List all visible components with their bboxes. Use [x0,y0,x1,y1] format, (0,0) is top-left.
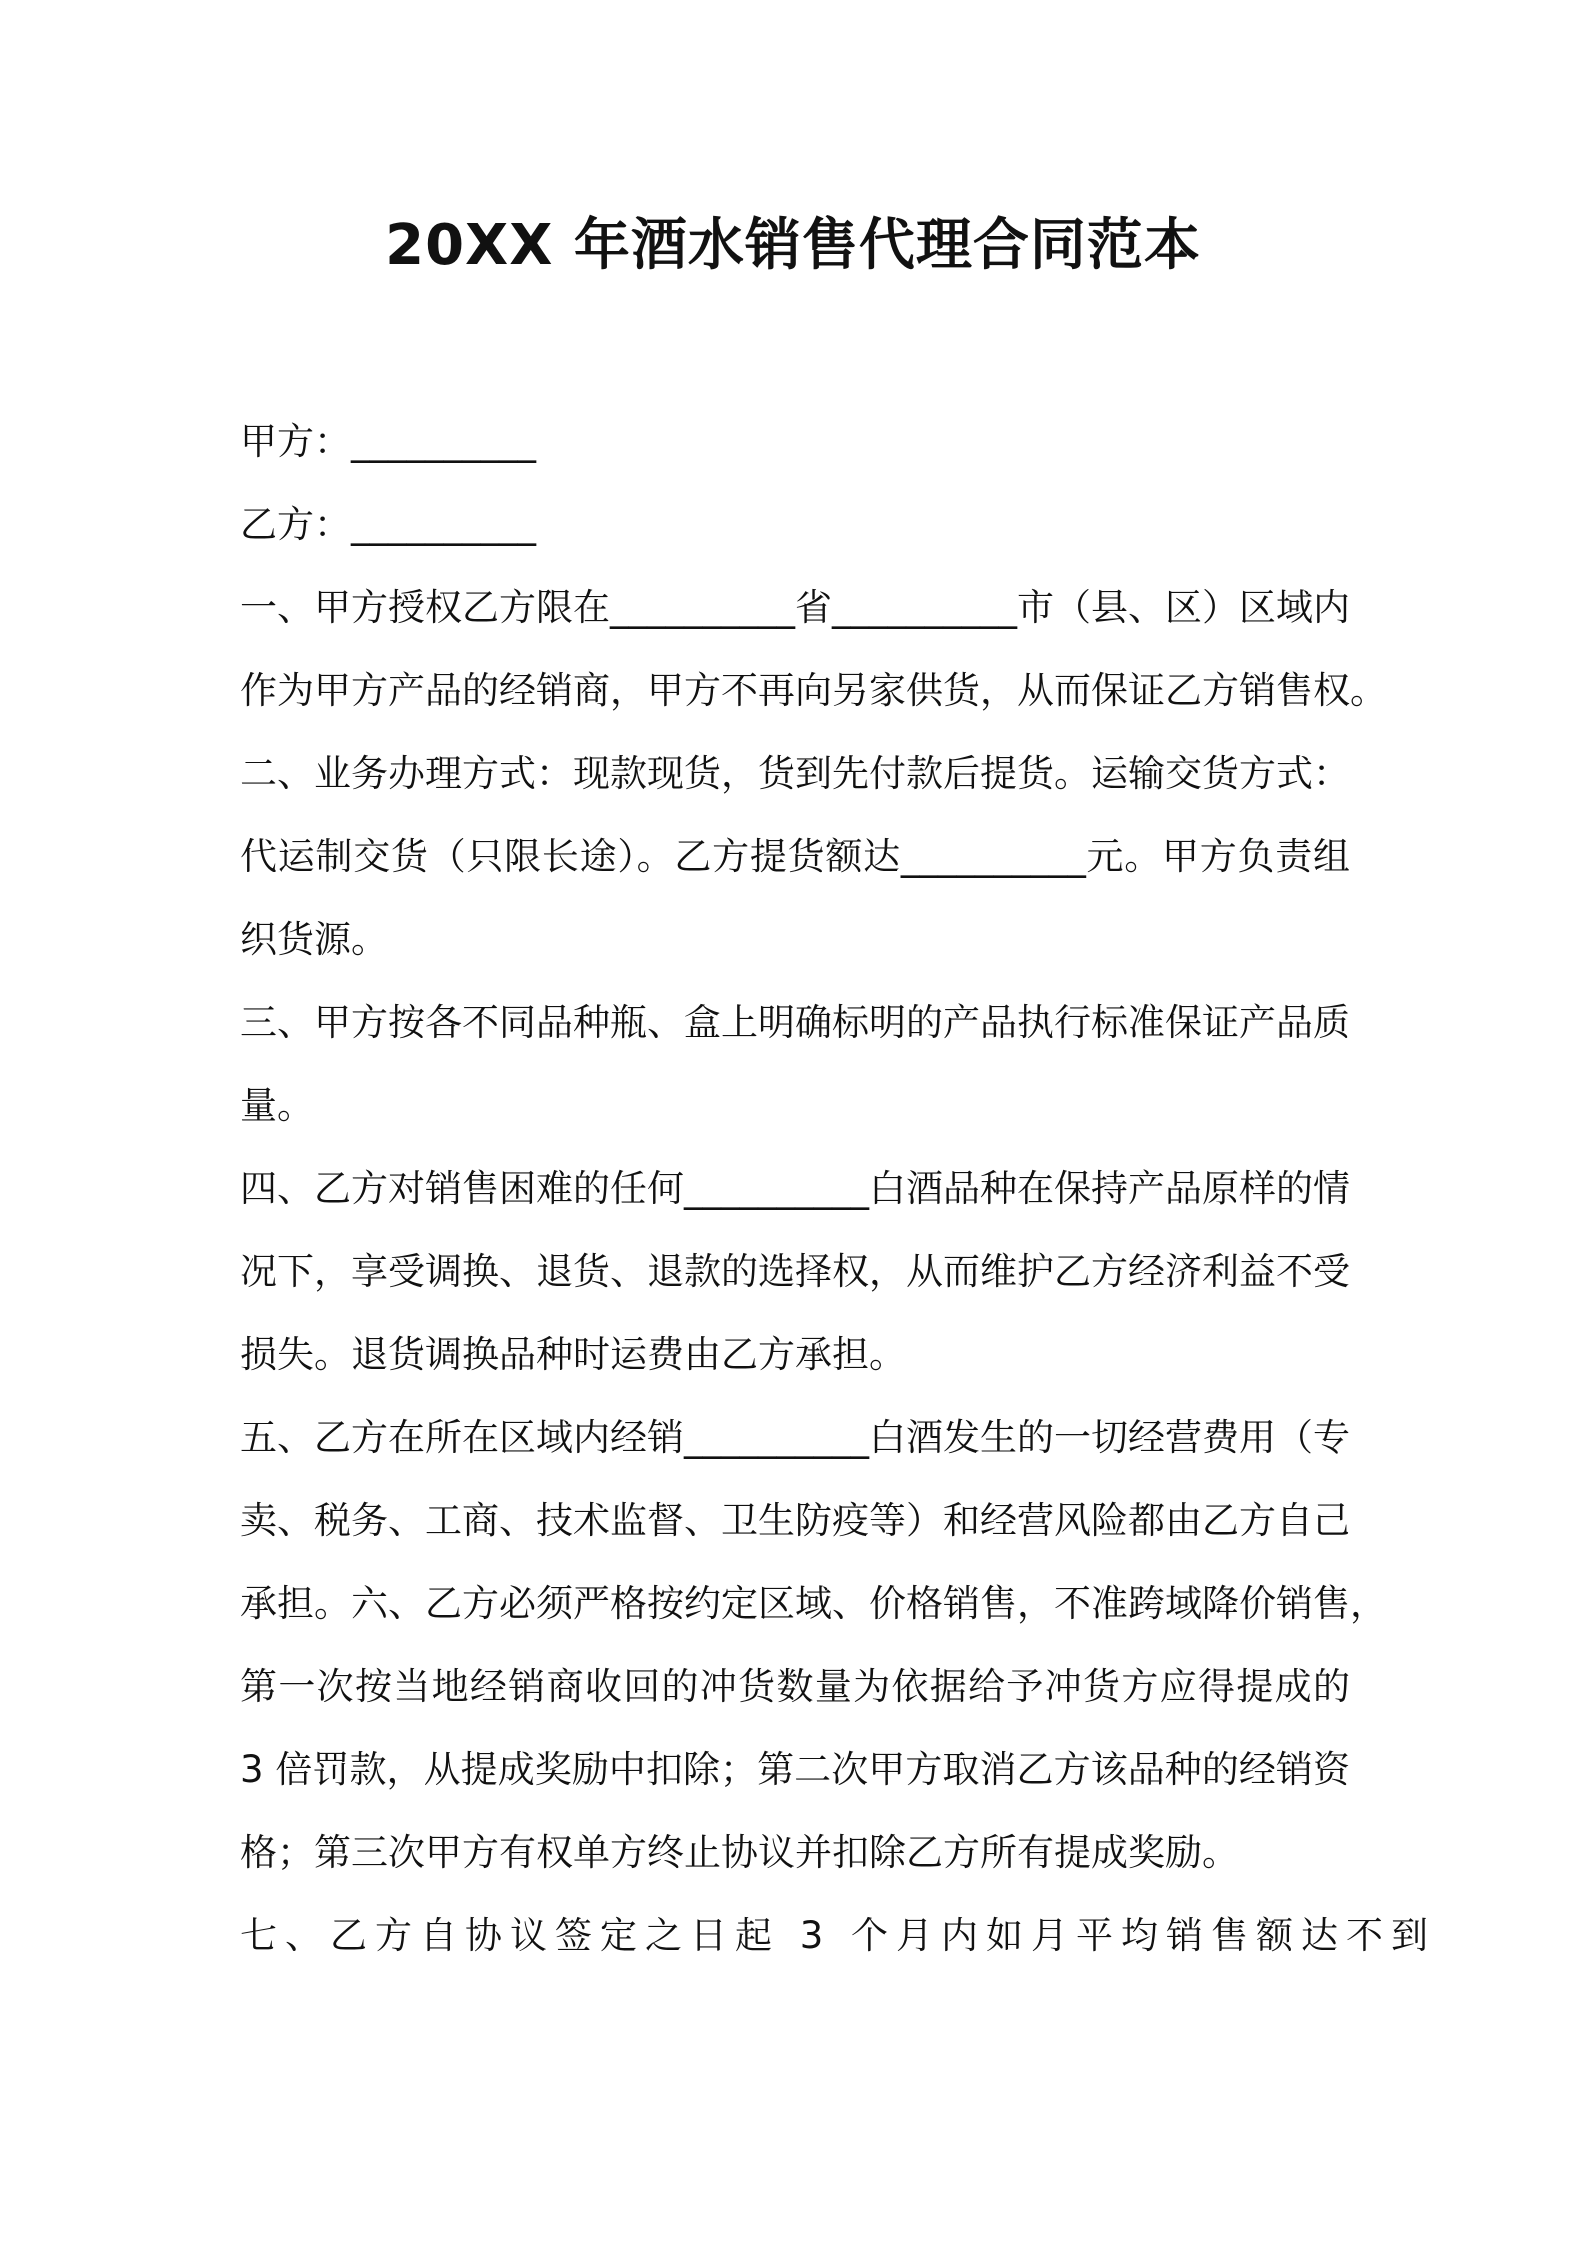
clause-3-line-2: 量。 [240,1084,314,1127]
clause-6-line-4: 格；第三次甲方有权单方终止协议并扣除乙方所有提成奖励。 [240,1831,1239,1874]
clause-6-line-3: 3 倍罚款，从提成奖励中扣除；第二次甲方取消乙方该品种的经销资 [240,1748,1350,1791]
clause-4-line-1: 四、乙方对销售困难的任何__________白酒品种在保持产品原样的情 [240,1167,1350,1210]
party-b-line: 乙方：__________ [240,503,536,546]
document-body [240,400,1437,1977]
document-title: 20XX 年酒水销售代理合同范本 [385,213,1201,278]
clause-1-line-2: 作为甲方产品的经销商，甲方不再向另家供货，从而保证乙方销售权。 [240,669,1387,712]
clause-4-line-2: 况下，享受调换、退货、退款的选择权，从而维护乙方经济利益不受 [240,1250,1350,1293]
clause-2-line-3: 织货源。 [240,918,388,961]
clause-4-line-3: 损失。退货调换品种时运费由乙方承担。 [240,1333,906,1376]
clause-6-line-2: 第一次按当地经销商收回的冲货数量为依据给予冲货方应得提成的 [240,1665,1350,1708]
clause-5-6-line-3: 承担。六、乙方必须严格按约定区域、价格销售，不准跨域降价销售， [240,1582,1387,1625]
clause-5-line-1: 五、乙方在所在区域内经销__________白酒发生的一切经营费用（专 [240,1416,1350,1459]
clause-7-line-1: 七、乙方自协议签定之日起 3 个月内如月平均销售额达不到 [240,1914,1437,1957]
clause-5-line-2: 卖、税务、工商、技术监督、卫生防疫等）和经营风险都由乙方自己 [240,1499,1350,1542]
clause-3-line-1: 三、甲方按各不同品种瓶、盒上明确标明的产品执行标准保证产品质 [240,1001,1350,1044]
clause-2-line-1: 二、业务办理方式：现款现货，货到先付款后提货。运输交货方式： [240,752,1350,795]
party-a-line: 甲方：__________ [240,420,536,463]
clause-1-line-1: 一、甲方授权乙方限在__________省__________市（县、区）区域内 [240,586,1350,629]
clause-2-line-2: 代运制交货（只限长途）。乙方提货额达__________元。甲方负责组 [240,835,1350,878]
